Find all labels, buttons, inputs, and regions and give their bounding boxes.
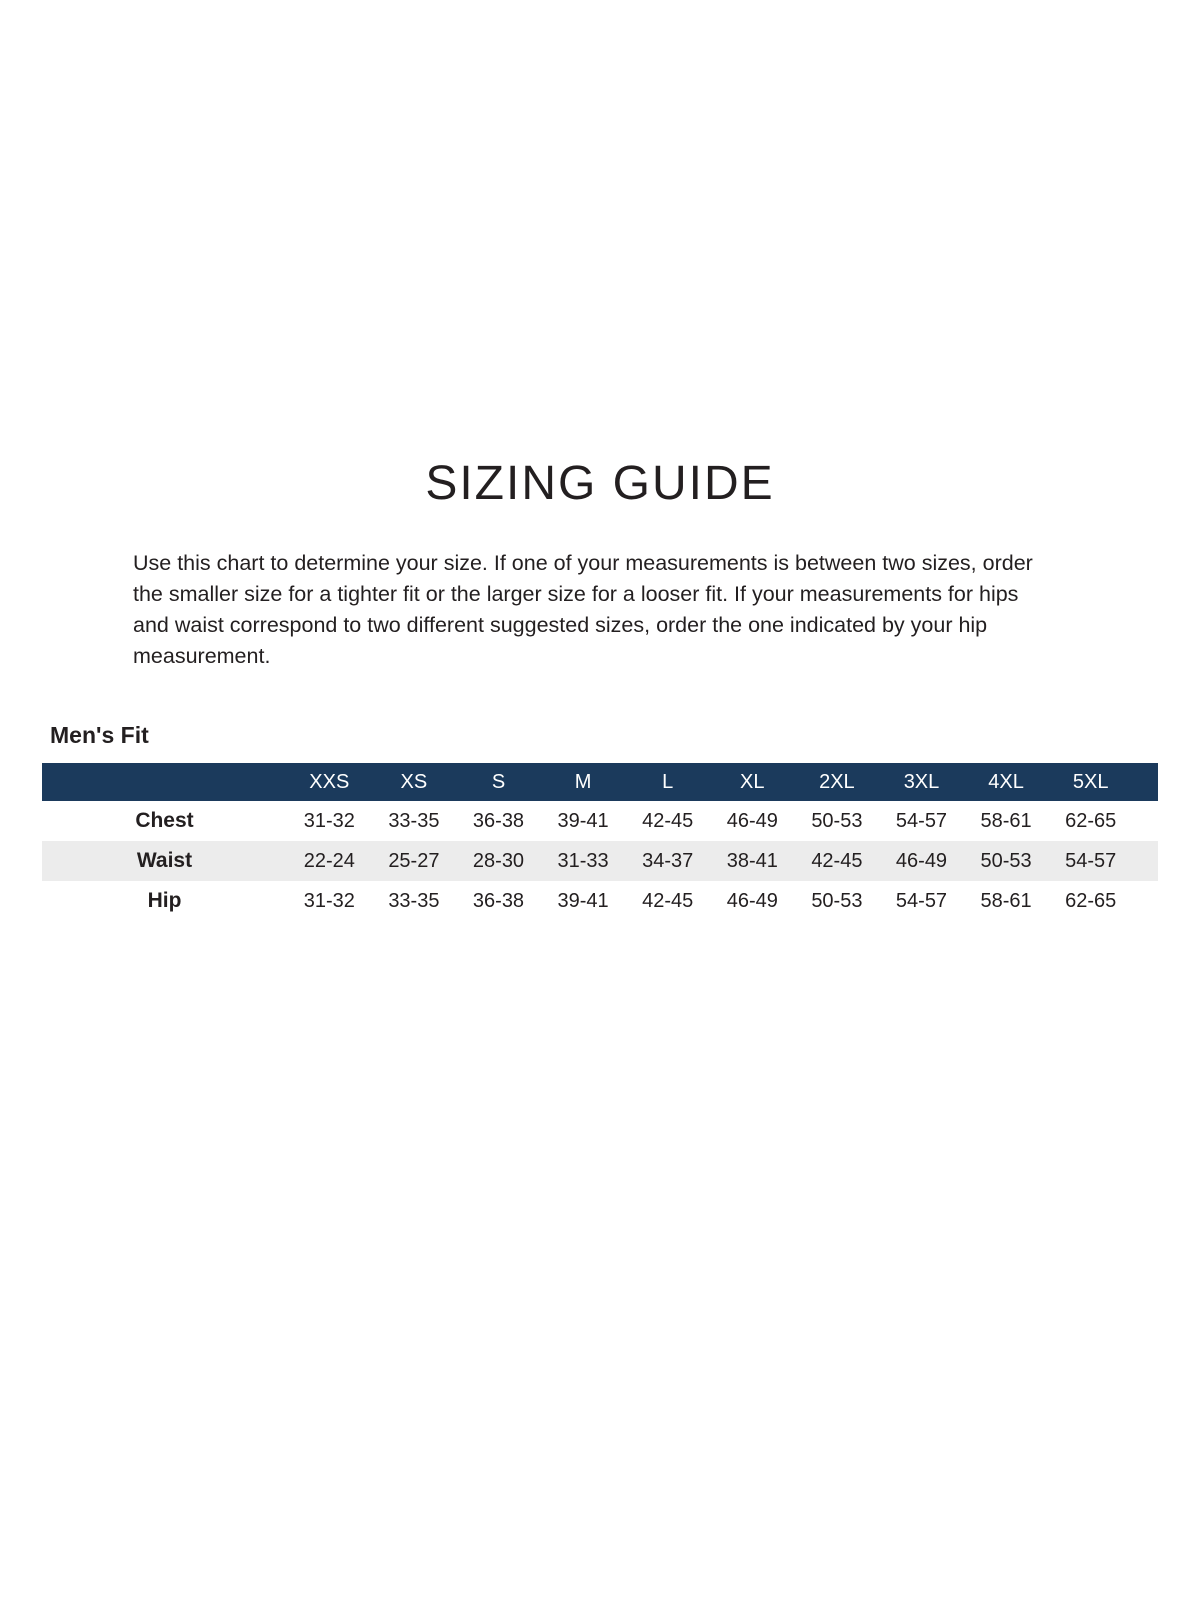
section-label-mens-fit: Men's Fit [50, 722, 149, 748]
size-cell: 31-32 [303, 809, 355, 832]
row-label-waist: Waist [136, 849, 193, 872]
size-cell: 22-24 [303, 849, 355, 872]
size-cell: 33-35 [388, 889, 440, 912]
size-column-header-5xl: 5XL [1072, 770, 1109, 793]
size-cell: 42-45 [642, 889, 694, 912]
size-cell: 31-33 [557, 849, 609, 872]
size-cell: 62-65 [1065, 809, 1117, 832]
row-label-hip: Hip [147, 889, 182, 912]
size-column-header-xxs: XXS [309, 770, 350, 793]
size-column-header-3xl: 3XL [903, 770, 940, 793]
table-header-row [42, 763, 1158, 801]
size-column-header-l: L [662, 770, 674, 793]
size-cell: 46-49 [895, 849, 948, 872]
size-cell: 42-45 [811, 849, 863, 872]
size-cell: 46-49 [726, 889, 778, 912]
size-column-header-xl: XL [740, 770, 765, 793]
row-label-chest: Chest [135, 809, 194, 832]
size-column-header-2xl: 2XL [819, 770, 855, 793]
size-cell: 62-65 [1065, 889, 1117, 912]
size-cell: 39-41 [557, 889, 609, 912]
size-column-header-s: S [491, 770, 506, 793]
size-cell: 38-41 [726, 849, 778, 872]
table-row-waist [42, 841, 1158, 881]
size-cell: 42-45 [642, 809, 694, 832]
size-cell: 36-38 [472, 809, 525, 832]
intro-paragraph: Use this chart to determine your size. If one of your measurements is between two sizes, order the smaller size for a tighter fit or the larger size for a looser fit. If your measurements for hips and waist correspond to two different suggested sizes, order the one indicated by your hip measurement. [133, 551, 1033, 668]
size-cell: 50-53 [980, 849, 1032, 872]
table-row-hip [42, 881, 1158, 921]
size-cell: 50-53 [811, 889, 863, 912]
size-cell: 31-32 [303, 889, 355, 912]
size-cell: 58-61 [980, 889, 1032, 912]
size-cell: 33-35 [388, 809, 440, 832]
table-row-chest [42, 801, 1158, 841]
size-cell: 39-41 [557, 809, 609, 832]
size-cell: 58-61 [980, 809, 1032, 832]
size-cell: 54-57 [1065, 849, 1117, 872]
size-cell: 25-27 [388, 849, 440, 872]
size-cell: 28-30 [472, 849, 525, 872]
size-cell: 50-53 [811, 809, 863, 832]
size-cell: 46-49 [726, 809, 778, 832]
size-cell: 34-37 [642, 849, 694, 872]
size-column-header-xs: XS [400, 770, 428, 793]
page-title: SIZING GUIDE [425, 457, 775, 510]
size-column-header-4xl: 4XL [988, 770, 1024, 793]
mens-fit-size-table [42, 763, 1158, 921]
size-cell: 54-57 [895, 889, 948, 912]
size-column-header-m: M [574, 770, 592, 793]
size-cell: 36-38 [472, 889, 525, 912]
size-cell: 54-57 [895, 809, 948, 832]
